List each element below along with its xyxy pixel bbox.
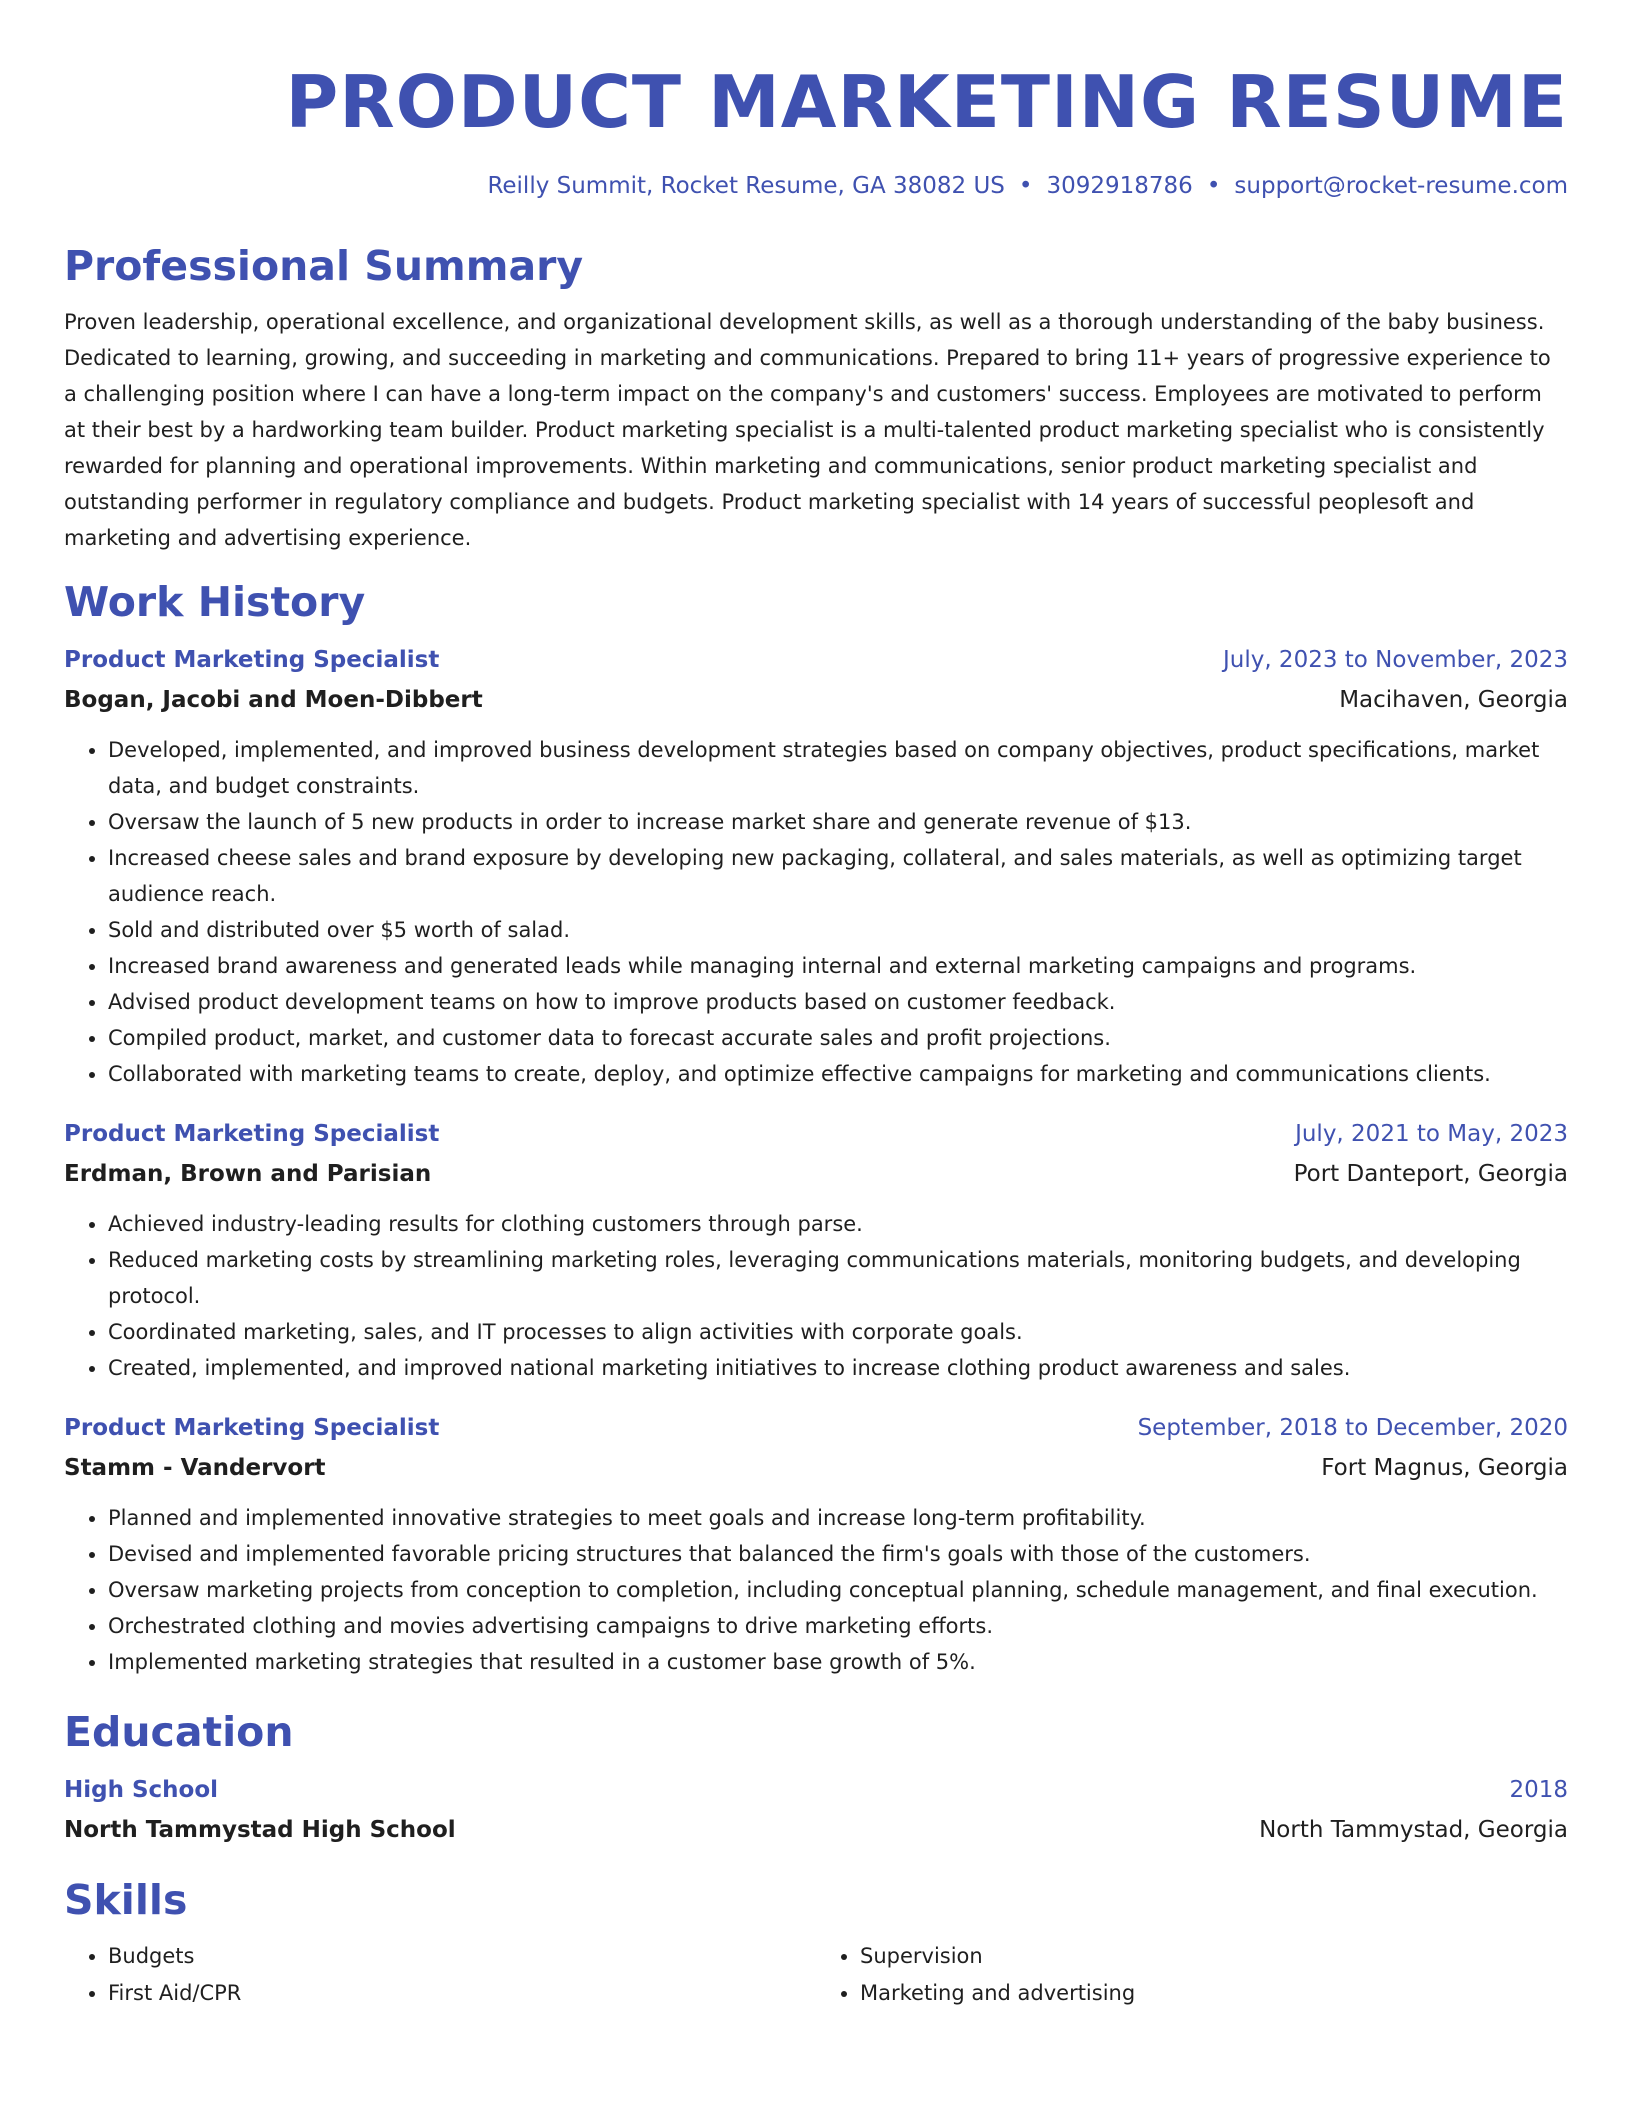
job-bullet: • Created, implemented, and improved national marketing initiatives to increase clothing product awareness and sales.	[108, 1350, 1568, 1386]
skills-grid	[64, 1928, 1568, 2012]
job-employer: Bogan, Jacobi and Moen-Dibbert	[64, 687, 483, 713]
job-bullet: • Oversaw marketing projects from conception to completion, including conceptual planning, schedule management, and final execution.	[108, 1572, 1568, 1608]
skills-heading: Skills	[64, 1876, 188, 1924]
job-bullet: • Planned and implemented innovative strategies to meet goals and increase long-term profitability.	[108, 1500, 1568, 1536]
contact-phone: 3092918786	[1046, 173, 1193, 199]
contact-separator: •	[1206, 173, 1221, 199]
job-title: Product Marketing Specialist	[64, 1121, 440, 1147]
resume-title: PRODUCT MARKETING RESUME	[285, 60, 1568, 144]
education-heading: Education	[64, 1708, 294, 1756]
education-degree: High School	[64, 1777, 219, 1803]
job-title: Product Marketing Specialist	[64, 1415, 440, 1441]
job-bullets	[64, 1206, 1568, 1386]
job-location: Fort Magnus, Georgia	[1321, 1455, 1568, 1481]
skill-item: • Supervision	[860, 1938, 1568, 1975]
job-dates: July, 2023 to November, 2023	[1222, 647, 1568, 673]
skills-list-right	[816, 1938, 1568, 2012]
job-location: Port Danteport, Georgia	[1293, 1161, 1568, 1187]
job-bullet: • Orchestrated clothing and movies advertising campaigns to drive marketing efforts.	[108, 1608, 1568, 1644]
contact-line	[64, 170, 1568, 202]
job-employer: Erdman, Brown and Parisian	[64, 1161, 432, 1187]
job-entry	[64, 640, 1568, 1092]
education-entry	[64, 1770, 1568, 1850]
job-bullet: • Devised and implemented favorable pricing structures that balanced the firm's goals with those of the customers.	[108, 1536, 1568, 1572]
job-bullet: • Advised product development teams on how to improve products based on customer feedback.	[108, 984, 1568, 1020]
skill-item: • Budgets	[108, 1938, 816, 1975]
job-bullet: • Coordinated marketing, sales, and IT processes to align activities with corporate goals.	[108, 1314, 1568, 1350]
job-bullets	[64, 1500, 1568, 1680]
skill-item: • Marketing and advertising	[860, 1975, 1568, 2012]
job-bullet: • Achieved industry-leading results for clothing customers through parse.	[108, 1206, 1568, 1242]
job-bullet: • Oversaw the launch of 5 new products in order to increase market share and generate revenue of $13.	[108, 804, 1568, 840]
job-bullet: • Developed, implemented, and improved business development strategies based on company objectives, product specifications, market data, and budget constraints.	[108, 732, 1568, 804]
job-bullets	[64, 732, 1568, 1092]
job-dates: July, 2021 to May, 2023	[1295, 1121, 1568, 1147]
summary-heading: Professional Summary	[64, 242, 584, 290]
summary-text: Proven leadership, operational excellence, and organizational development skills, as well as a thorough understanding of the baby business. Dedicated to learning, growing, and succeeding in marketing and communications. Prepared to bring 11+ years of progressive experience to a challenging position where I can have a long-term impact on the company's and customers' success. Employees are motivated to perform at their best by a hardworking team builder. Product marketing specialist is a multi-talented product marketing specialist who is consistently rewarded for planning and operational improvements. Within marketing and communications, senior product marketing specialist and outstanding performer in regulatory compliance and budgets. Product marketing specialist with 14 years of successful peoplesoft and marketing and advertising experience.	[64, 310, 1551, 550]
job-bullet: • Implemented marketing strategies that resulted in a customer base growth of 5%.	[108, 1644, 1568, 1680]
job-location: Macihaven, Georgia	[1339, 687, 1568, 713]
job-entry	[64, 1114, 1568, 1386]
job-employer: Stamm - Vandervort	[64, 1455, 326, 1481]
contact-address: Reilly Summit, Rocket Resume, GA 38082 US	[487, 173, 1005, 199]
contact-separator: •	[1018, 173, 1033, 199]
job-title: Product Marketing Specialist	[64, 647, 440, 673]
job-bullet: • Compiled product, market, and customer data to forecast accurate sales and profit projections.	[108, 1020, 1568, 1056]
job-bullet: • Sold and distributed over $5 worth of salad.	[108, 912, 1568, 948]
work-history-heading: Work History	[64, 578, 366, 626]
contact-email[interactable]: support@rocket-resume.com	[1234, 173, 1568, 199]
job-bullet: • Reduced marketing costs by streamlining marketing roles, leveraging communications materials, monitoring budgets, and developing protocol.	[108, 1242, 1568, 1314]
skills-list-left	[64, 1938, 816, 2012]
job-dates: September, 2018 to December, 2020	[1137, 1415, 1568, 1441]
education-year: 2018	[1509, 1777, 1568, 1803]
job-bullet: • Increased brand awareness and generated leads while managing internal and external marketing campaigns and programs.	[108, 948, 1568, 984]
job-bullet: • Increased cheese sales and brand exposure by developing new packaging, collateral, and sales materials, as well as optimizing target audience reach.	[108, 840, 1568, 912]
skill-item: • First Aid/CPR	[108, 1975, 816, 2012]
education-location: North Tammystad, Georgia	[1259, 1817, 1568, 1843]
education-school: North Tammystad High School	[64, 1817, 456, 1843]
job-bullet: • Collaborated with marketing teams to create, deploy, and optimize effective campaigns for marketing and communications clients.	[108, 1056, 1568, 1092]
job-entry	[64, 1408, 1568, 1680]
